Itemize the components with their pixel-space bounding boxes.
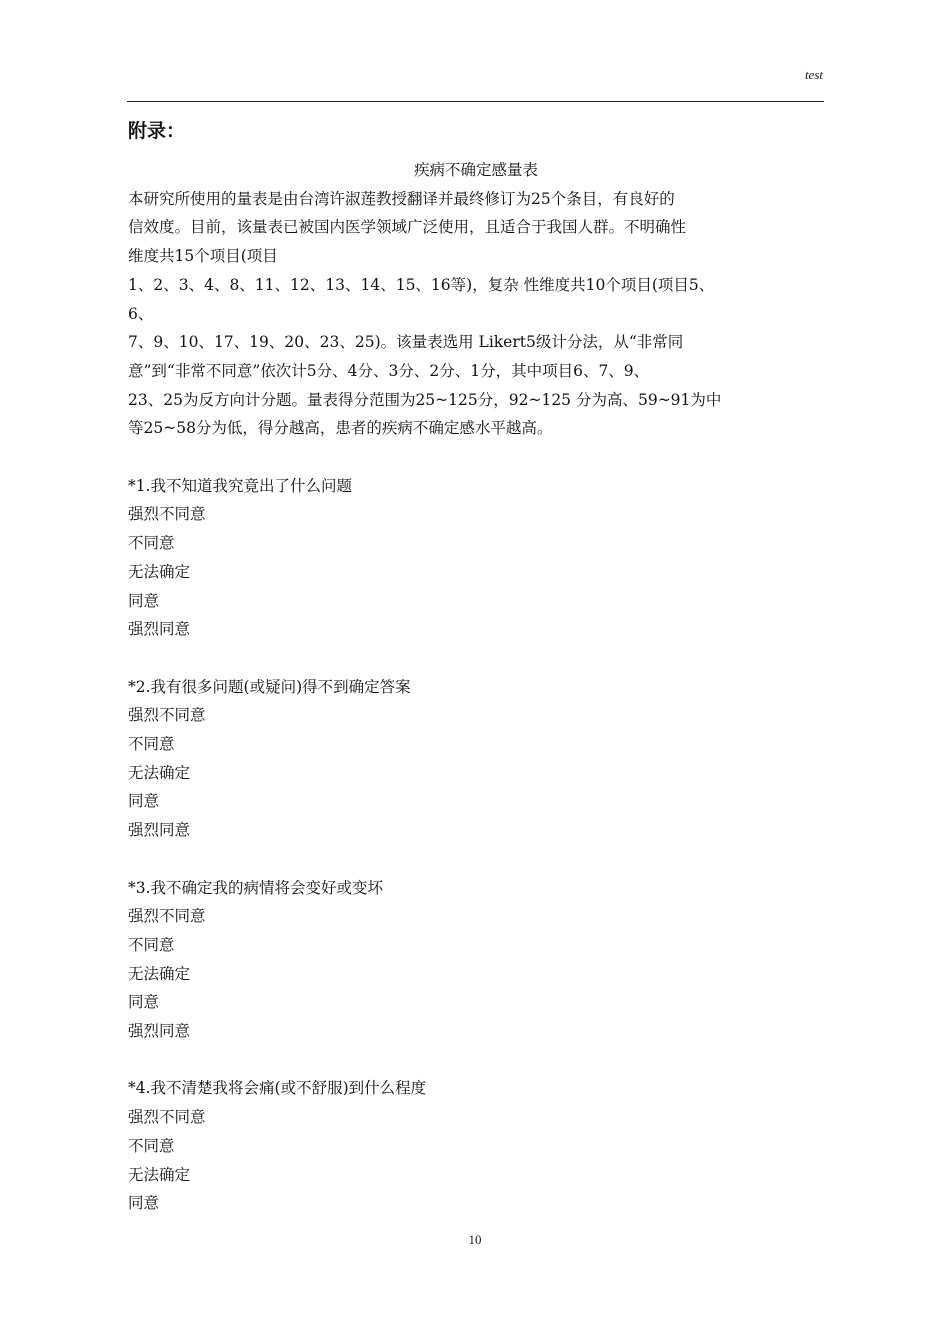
intro-line: 信效度。目前，该量表已被国内医学领域广泛使用，且适合于我国人群。不明确性 bbox=[128, 218, 687, 237]
question-3 bbox=[128, 874, 824, 1046]
answer-option[interactable]: 同意 bbox=[128, 993, 160, 1012]
intro-line: 1、2、3、4、8、11、12、13、14、15、16等)，复杂 性维度共10个项目(项目5、 bbox=[128, 275, 715, 294]
answer-option[interactable]: 强烈同意 bbox=[128, 821, 191, 840]
question-1 bbox=[128, 472, 824, 644]
intro-line: 维度共15个项目(项目 bbox=[128, 247, 278, 266]
answer-option[interactable]: 强烈同意 bbox=[128, 1022, 191, 1041]
blank-line bbox=[128, 644, 824, 673]
answer-option[interactable]: 同意 bbox=[128, 591, 160, 610]
question-4 bbox=[128, 1074, 824, 1218]
page-body bbox=[128, 116, 824, 1218]
intro-line: 23、25为反方向计分题。量表得分范围为25~125分，92~125 分为高、59~91为中 bbox=[128, 390, 722, 409]
answer-option[interactable]: 强烈不同意 bbox=[128, 907, 206, 926]
intro-line: 6、 bbox=[128, 304, 154, 323]
answer-option[interactable]: 强烈不同意 bbox=[128, 706, 206, 725]
answer-option[interactable]: 无法确定 bbox=[128, 964, 191, 983]
answer-option[interactable]: 不同意 bbox=[128, 1136, 175, 1155]
question-2 bbox=[128, 673, 824, 845]
answer-option[interactable]: 同意 bbox=[128, 792, 160, 811]
intro-line: 7、9、10、17、19、20、23、25)。该量表选用 Likert5级计分法，从“非常同 bbox=[128, 333, 684, 352]
question-title: *2.我有很多问题(或疑问)得不到确定答案 bbox=[128, 677, 411, 696]
question-title: *4.我不清楚我将会痛(或不舒服)到什么程度 bbox=[128, 1079, 427, 1098]
question-title: *3.我不确定我的病情将会变好或变坏 bbox=[128, 878, 384, 897]
page-header-text: test bbox=[804, 67, 823, 82]
question-title: *1.我不知道我究竟出了什么问题 bbox=[128, 476, 353, 495]
answer-option[interactable]: 不同意 bbox=[128, 534, 175, 553]
blank-line bbox=[128, 443, 824, 472]
answer-option[interactable]: 不同意 bbox=[128, 935, 175, 954]
answer-option[interactable]: 强烈同意 bbox=[128, 620, 191, 639]
answer-option[interactable]: 无法确定 bbox=[128, 763, 191, 782]
header-divider bbox=[127, 101, 824, 102]
page-number: 10 bbox=[468, 1232, 482, 1247]
appendix-heading: 附录： bbox=[128, 120, 186, 142]
answer-option[interactable]: 强烈不同意 bbox=[128, 505, 206, 524]
answer-option[interactable]: 无法确定 bbox=[128, 562, 191, 581]
answer-option[interactable]: 不同意 bbox=[128, 735, 175, 754]
scale-title: 疾病不确定感量表 bbox=[413, 161, 538, 179]
intro-paragraph bbox=[128, 185, 824, 443]
answer-option[interactable]: 同意 bbox=[128, 1194, 160, 1213]
intro-line: 本研究所使用的量表是由台湾许淑莲教授翻译并最终修订为25个条目，有良好的 bbox=[128, 189, 675, 208]
answer-option[interactable]: 无法确定 bbox=[128, 1165, 191, 1184]
blank-line bbox=[128, 1046, 824, 1075]
answer-option[interactable]: 强烈不同意 bbox=[128, 1108, 206, 1127]
blank-line bbox=[128, 845, 824, 874]
intro-line: 意”到“非常不同意”依次计5分、4分、3分、2分、1分，其中项目6、7、9、 bbox=[128, 361, 650, 380]
intro-line: 等25~58分为低，得分越高，患者的疾病不确定感水平越高。 bbox=[128, 419, 553, 438]
